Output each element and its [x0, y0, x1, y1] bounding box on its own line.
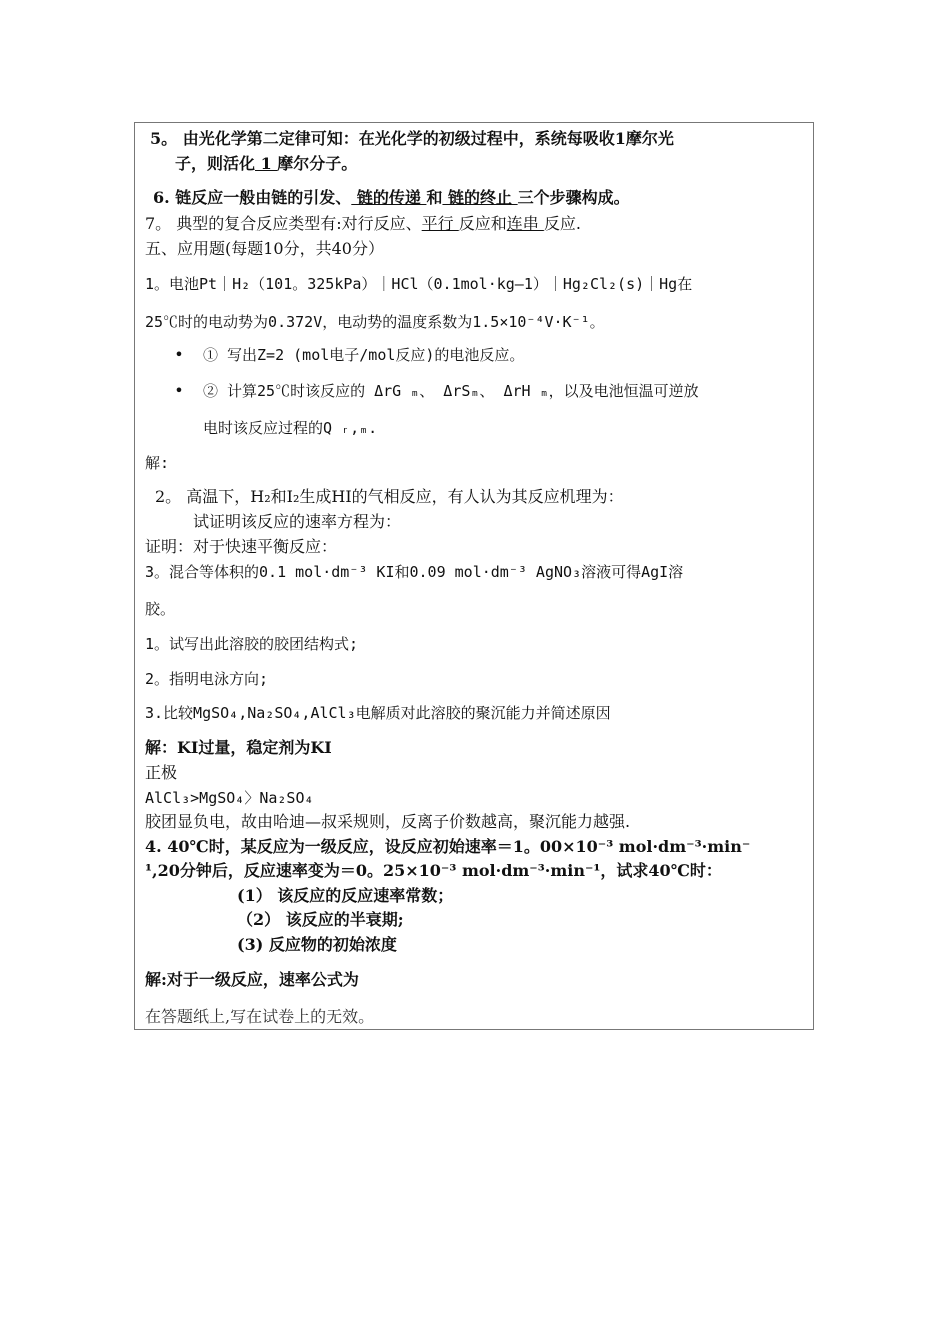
p3-answer-2: 正极 [145, 763, 178, 782]
q7-line: 7。 典型的复合反应类型有:对行反应、平行 反应和连串 反应. [145, 214, 581, 233]
q5-line1: 5。 由光化学第二定律可知：在光化学的初级过程中，系统每吸收1摩尔光 [150, 129, 674, 148]
p4-sub-2: （2） 该反应的半衰期; [237, 910, 404, 929]
p2-line2: 试证明该反应的速率方程为： [193, 512, 402, 531]
p1-bullet-1: ① 写出Z=2 (mol电子/mol反应)的电池反应。 [203, 346, 525, 364]
p1-bullet-2: ② 计算25℃时该反应的 ΔrG ₘ、 ΔrSₘ、 ΔrH ₘ，以及电池恒温可逆放 [203, 382, 699, 400]
p2-line3: 证明：对于快速平衡反应： [145, 537, 338, 556]
section-heading: 五、应用题(每题10分，共40分） [145, 239, 384, 258]
q6-line: 6. 链反应一般由链的引发、 链的传递 和 链的终止 三个步骤构成。 [153, 188, 630, 207]
p3-answer-3: AlCl₃>MgSO₄〉Na₂SO₄ [145, 789, 314, 807]
p3-answer-4: 胶团显负电，故由哈迪—叔采规则，反离子价数越高，聚沉能力越强. [145, 812, 631, 831]
bullet-2: • [174, 381, 184, 400]
p1-line1: 1。电池Pt｜H₂（101。325kPa）｜HCl（0.1mol·kg—1）｜Hg₂Cl₂(s)｜Hg在 [145, 275, 693, 293]
p3-sub-2: 2。指明电泳方向; [145, 670, 269, 688]
p3-line2: 胶。 [145, 600, 176, 618]
p4-sub-1: (1） 该反应的反应速率常数； [237, 886, 454, 905]
q5-answer-blank: 1 [255, 154, 278, 173]
bullet-1: • [174, 345, 184, 364]
q7-answer-1: 平行 [421, 214, 459, 233]
p3-sub-1: 1。试写出此溶胶的胶团结构式; [145, 635, 359, 653]
q6-answer-1: 链的传递 [351, 188, 427, 207]
p3-sub-3: 3.比较MgSO₄,Na₂SO₄,AlCl₃电解质对此溶胶的聚沉能力并简述原因 [145, 704, 611, 722]
p4-line2: ¹,20分钟后，反应速率变为＝0。25×10⁻³ mol·dm⁻³·min⁻¹，试求40℃时： [145, 861, 722, 880]
footer-note: 在答题纸上,写在试卷上的无效。 [145, 1007, 375, 1026]
p4-solution: 解:对于一级反应，速率公式为 [145, 970, 359, 989]
p2-line1: 2。 高温下，H₂和I₂生成HI的气相反应，有人认为其反应机理为： [155, 487, 624, 506]
p3-line1: 3。混合等体积的0.1 mol·dm⁻³ KI和0.09 mol·dm⁻³ AgNO₃溶液可得AgI溶 [145, 563, 684, 581]
p1-solution: 解: [145, 454, 170, 472]
p1-bullet-2-cont: 电时该反应过程的Q ᵣ,ₘ. [203, 419, 378, 437]
q5-line2: 子，则活化 1 摩尔分子。 [175, 154, 358, 173]
q6-answer-2: 链的终止 [442, 188, 518, 207]
q7-answer-2: 连串 [506, 214, 544, 233]
p4-sub-3: (3) 反应物的初始浓度 [237, 935, 397, 954]
p1-line2: 25℃时的电动势为0.372V，电动势的温度系数为1.5×10⁻⁴V·K⁻¹。 [145, 313, 605, 331]
p4-line1: 4. 40℃时，某反应为一级反应，设反应初始速率＝1。00×10⁻³ mol·dm⁻³·min⁻ [145, 837, 751, 856]
p3-answer-1: 解：KI过量，稳定剂为KI [145, 738, 332, 757]
